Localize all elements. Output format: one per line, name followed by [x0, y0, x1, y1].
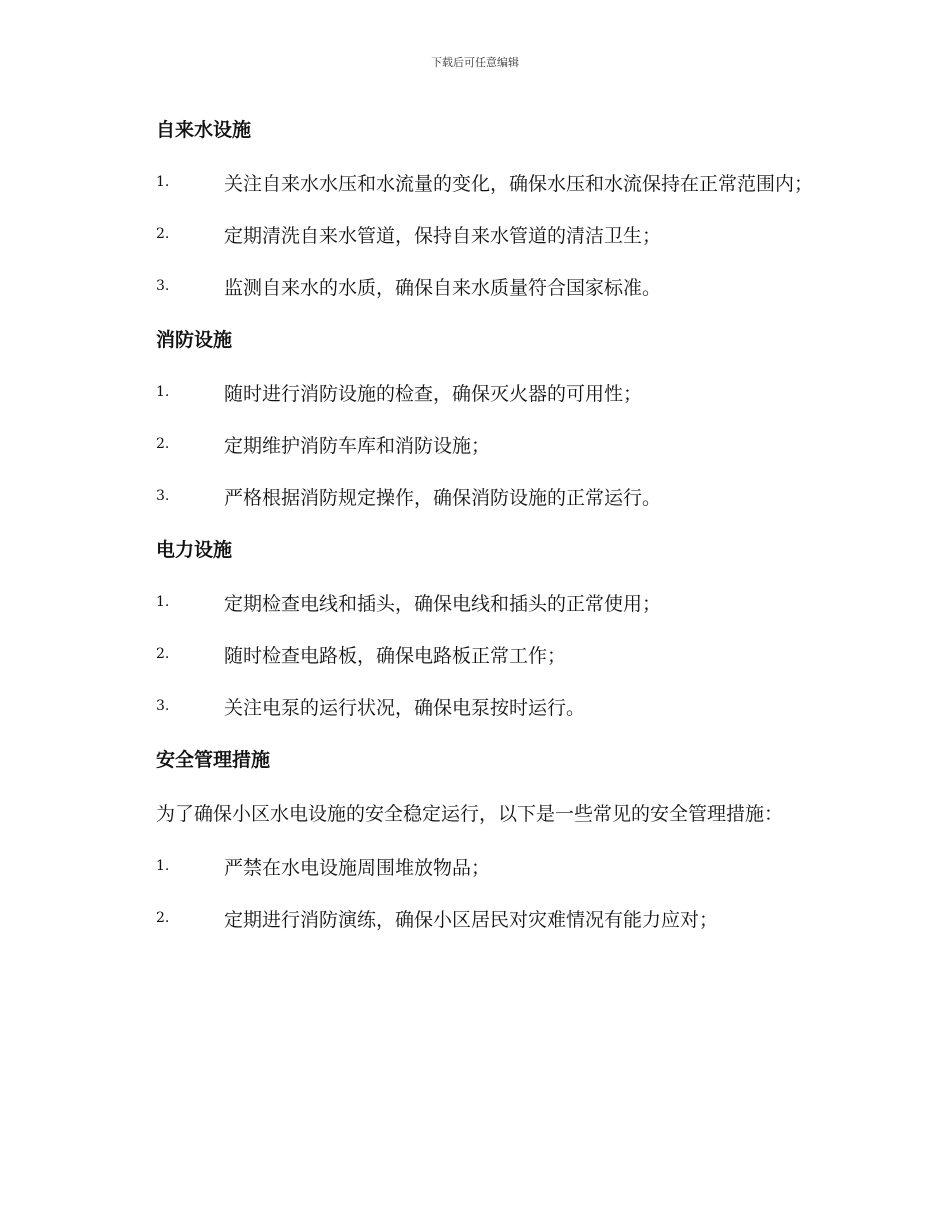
list-number: 2. — [156, 226, 170, 242]
page-header: 下载后可任意编辑 — [431, 56, 519, 69]
list-number: 3. — [156, 698, 170, 714]
list-number: 3. — [156, 278, 170, 294]
section-heading-water: 自来水设施 — [156, 119, 252, 141]
list-number: 1. — [156, 858, 170, 874]
list-item — [112, 424, 842, 478]
list-item — [112, 686, 842, 740]
list-number: 2. — [156, 646, 170, 662]
list-item — [112, 266, 842, 320]
list-text: 严格根据消防规定操作，确保消防设施的正常运行。 — [224, 487, 662, 509]
list-item — [112, 214, 842, 268]
list-number: 1. — [156, 594, 170, 610]
section-heading-safety: 安全管理措施 — [156, 749, 271, 771]
list-text: 严禁在水电设施周围堆放物品； — [224, 857, 491, 879]
section-heading-power: 电力设施 — [156, 539, 233, 561]
list-text: 定期清洗自来水管道，保持自来水管道的清洁卫生； — [224, 225, 662, 247]
list-number: 1. — [156, 384, 170, 400]
list-item — [112, 476, 842, 530]
list-text: 随时检查电路板，确保电路板正常工作； — [224, 645, 567, 667]
section-heading-fire: 消防设施 — [156, 329, 233, 351]
list-text: 监测自来水的水质，确保自来水质量符合国家标准。 — [224, 277, 662, 299]
list-number: 1. — [156, 174, 170, 190]
list-number: 2. — [156, 910, 170, 926]
list-text: 定期维护消防车库和消防设施； — [224, 435, 491, 457]
list-number: 2. — [156, 436, 170, 452]
list-item — [112, 846, 842, 900]
list-number: 3. — [156, 488, 170, 504]
list-item — [112, 634, 842, 688]
document-body — [112, 110, 842, 952]
list-item — [112, 162, 842, 216]
list-item — [112, 582, 842, 636]
list-item — [112, 372, 842, 426]
list-text: 定期进行消防演练，确保小区居民对灾难情况有能力应对； — [224, 909, 719, 931]
intro-paragraph: 为了确保小区水电设施的安全稳定运行，以下是一些常见的安全管理措施： — [156, 803, 784, 825]
list-text: 定期检查电线和插头，确保电线和插头的正常使用； — [224, 593, 662, 615]
list-text: 随时进行消防设施的检查，确保灭火器的可用性； — [224, 383, 643, 405]
list-text: 关注自来水水压和水流量的变化，确保水压和水流保持在正常范围内； — [224, 173, 814, 195]
list-item — [112, 898, 842, 952]
list-text: 关注电泵的运行状况，确保电泵按时运行。 — [224, 697, 586, 719]
